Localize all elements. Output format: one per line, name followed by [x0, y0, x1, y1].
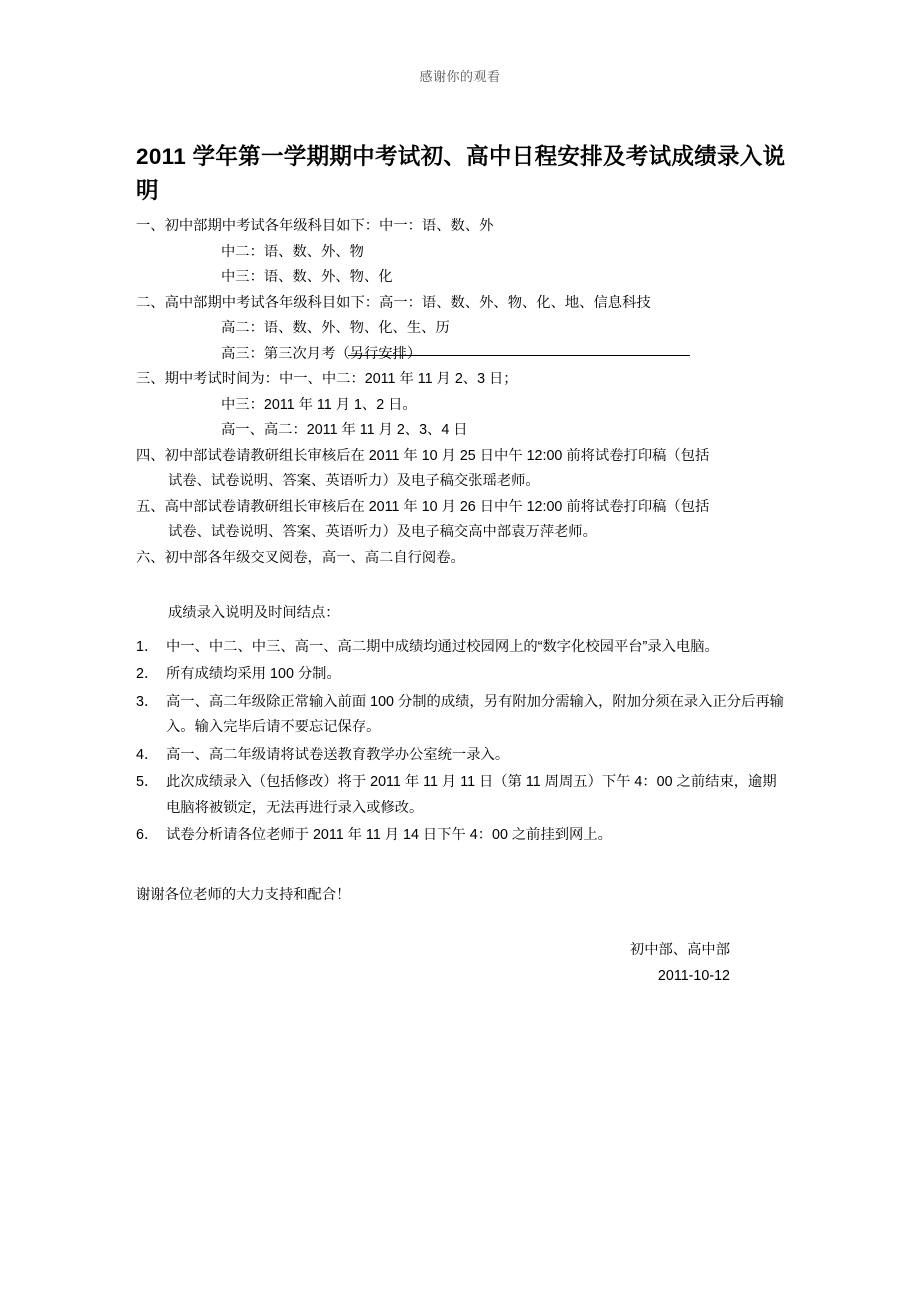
page-title: 2011 学年第一学期期中考试初、高中日程安排及考试成绩录入说明: [136, 144, 786, 203]
list-item: [136, 770, 788, 821]
list-item-text: 试卷分析请各位老师于 2011 年 11 月 14 日下午 4：00 之前挂到网上。: [166, 827, 612, 843]
list-item: [136, 823, 788, 849]
list-item-text: 所有成绩均采用 100 分制。: [166, 666, 341, 682]
list-item: [136, 635, 788, 661]
arrangement-line: 试卷、试卷说明、答案、英语听力）及电子稿交张瑶老师。: [168, 473, 540, 489]
arrangement-line: 试卷、试卷说明、答案、英语听力）及电子稿交高中部袁万萍老师。: [168, 524, 597, 540]
score-entry-subheading: 成绩录入说明及时间结点：: [168, 605, 340, 621]
arrangement-line: 五、高中部试卷请教研组长审核后在 2011 年 10 月 26 日中午 12:00 前将试卷打印稿（包括: [136, 498, 710, 515]
list-item-number: 2．: [136, 666, 159, 682]
arrangement-line: 二、高中部期中考试各年级科目如下：高一：语、数、外、物、化、地、信息科技: [136, 294, 651, 311]
list-item: [136, 662, 788, 688]
arrangement-line: 高三：第三次月考（另行安排）: [221, 345, 422, 362]
list-item-text: 高一、高二年级除正常输入前面 100 分制的成绩，另有附加分需输入，附加分须在录入正分后再输入。输入完毕后请不要忘记保存。: [166, 693, 784, 735]
arrangement-line: 四、初中部试卷请教研组长审核后在 2011 年 10 月 25 日中午 12:00 前将试卷打印稿（包括: [136, 447, 710, 464]
list-item-number: 3．: [136, 693, 159, 710]
arrangement-line: 中二：语、数、外、物: [221, 243, 364, 260]
signature-dept: 初中部、高中部: [629, 942, 730, 958]
list-item: [136, 743, 788, 769]
list-item-number: 4．: [136, 746, 159, 763]
list-item-number: 5．: [136, 774, 159, 790]
signature-date: 2011-10-12: [657, 967, 730, 984]
document-body: [136, 140, 788, 989]
list-item: [136, 690, 788, 741]
list-item-number: 1．: [136, 638, 159, 655]
list-item-number: 6．: [136, 827, 159, 843]
arrangement-line: 三、期中考试时间为：中一、中二：2011 年 11 月 2、3 日；: [136, 371, 518, 387]
spacer: [136, 627, 788, 635]
arrangement-list: [136, 214, 788, 571]
signature-block: [136, 938, 788, 989]
list-item-text: 中一、中二、中三、高一、高二期中成绩均通过校园网上的“数字化校园平台”录入电脑。: [166, 638, 719, 655]
list-item-text: 高一、高二年级请将试卷送教育教学办公室统一录入。: [166, 746, 510, 763]
watermark-text: 感谢你的观看: [419, 69, 501, 84]
arrangement-line: 高一、高二：2011 年 11 月 2、3、4 日: [221, 422, 468, 438]
arrangement-line: 中三：2011 年 11 月 1、2 日。: [221, 396, 417, 413]
list-item-text: 此次成绩录入（包括修改）将于 2011 年 11 月 11 日（第 11 周周五）下午 4：00 之前结束，逾期电脑将被锁定，无法再进行录入或修改。: [166, 774, 777, 816]
spacer: [136, 571, 788, 601]
arrangement-line: 高二：语、数、外、物、化、生、历: [221, 320, 450, 336]
arrangement-line: 六、初中部各年级交叉阅卷，高一、高二自行阅卷。: [136, 549, 465, 566]
arrangement-line: 一、初中部期中考试各年级科目如下：中一：语、数、外: [136, 218, 494, 234]
closing-thanks: 谢谢各位老师的大力支持和配合！: [136, 886, 351, 903]
arrangement-line: 中三：语、数、外、物、化: [221, 269, 393, 285]
score-entry-list: [136, 635, 788, 849]
